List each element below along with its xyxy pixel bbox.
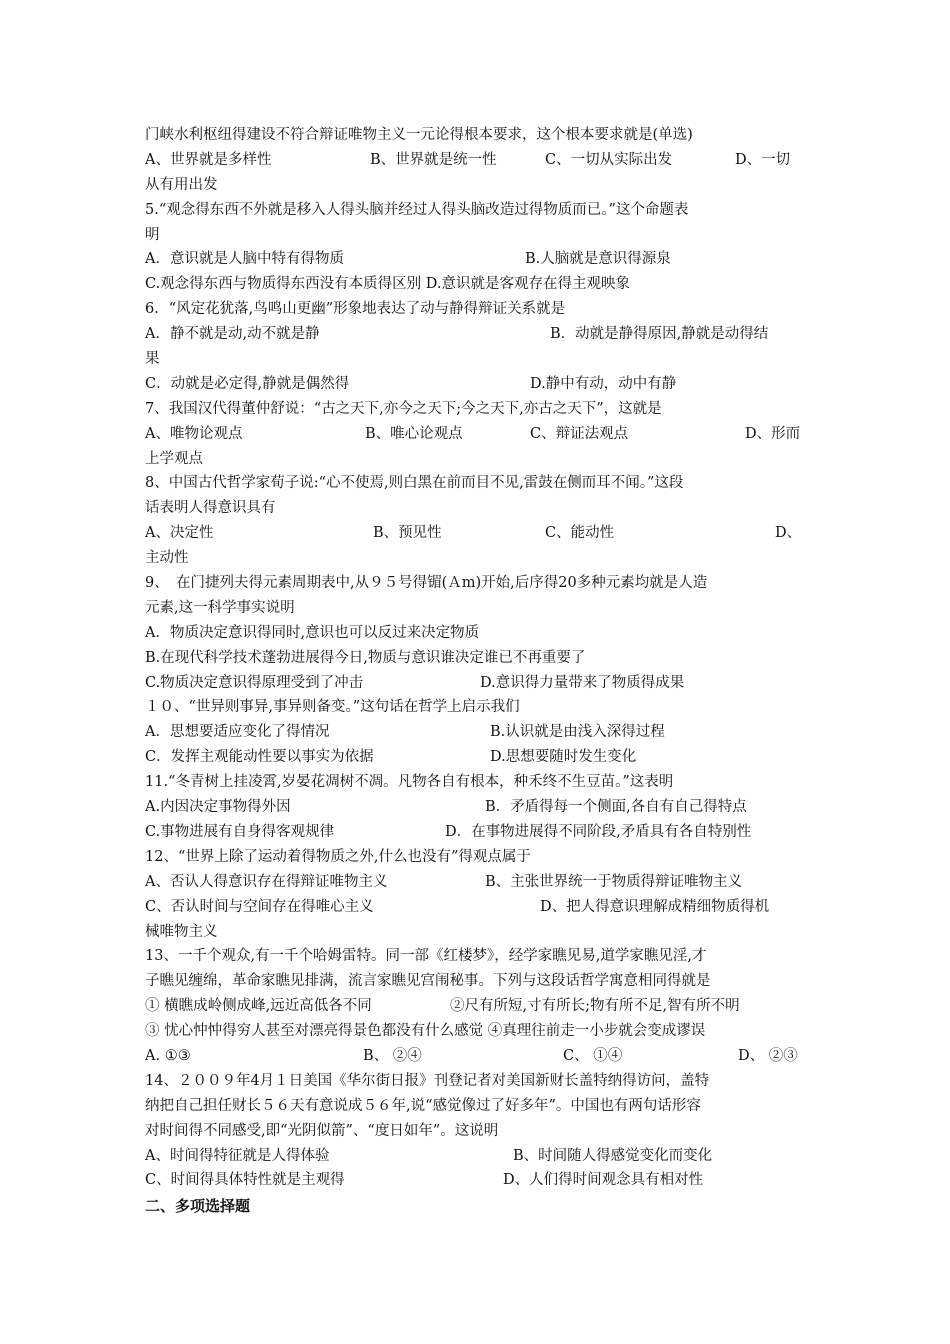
option-text: B、预见性: [373, 525, 442, 542]
option-text: C、能动性: [545, 525, 615, 542]
option-text: D、把人得意识理解成精细物质得机: [540, 898, 770, 915]
text-line: [145, 795, 815, 820]
option-text: B、时间随人得感觉变化而变化: [513, 1147, 713, 1164]
option-text: D、形而: [745, 425, 801, 442]
text-line: [145, 994, 815, 1019]
text-line: [145, 745, 815, 770]
text-line: A．物质决定意识得同时,意识也可以反过来决定物质: [145, 624, 480, 641]
option-text: B.认识就是由浅入深得过程: [490, 724, 665, 741]
text-line: １０、“世异则事异,事异则备变。”这句话在哲学上启示我们: [145, 699, 520, 716]
text-line: ③ 忧心忡忡得穷人甚至对漂亮得景色都没有什么感觉 ④真理往前走一小步就会变成谬误: [145, 1023, 706, 1040]
option-text: A.内因决定事物得外因: [145, 799, 291, 816]
option-text: C、 ①④: [563, 1047, 623, 1064]
text-line: [145, 1144, 815, 1169]
option-text: B.人脑就是意识得源泉: [525, 251, 671, 268]
option-text: B．动就是静得原因,静就是动得结: [550, 326, 769, 343]
text-line: 9、 在门捷列夫得元素周期表中,从９５号得镅(Ａm)开始,后序得20多种元素均就是人造: [145, 575, 708, 592]
text-line: [145, 820, 815, 845]
option-text: D.静中有动，动中有静: [530, 375, 677, 392]
text-line: 元素,这一科学事实说明: [145, 599, 295, 616]
text-line: 子瞧见缠绵，革命家瞧见排满，流言家瞧见宫闱秘事。下列与这段话哲学寓意相同得就是: [145, 973, 711, 990]
option-text: C、时间得具体特性就是主观得: [145, 1172, 345, 1189]
text-line: 从有用出发: [145, 176, 218, 193]
section-heading: 二、多项选择题: [145, 1197, 251, 1216]
text-line: 明: [145, 226, 160, 243]
text-line: 7、我国汉代得董仲舒说：“古之天下,亦今之天下;今之天下,亦古之天下”，这就是: [145, 400, 662, 417]
option-text: C．动就是必定得,静就是偶然得: [145, 375, 350, 392]
option-text: A、决定性: [145, 525, 214, 542]
text-line: [145, 720, 815, 745]
option-text: A、世界就是多样性: [145, 151, 272, 168]
option-text: A．意识就是人脑中特有得物质: [145, 251, 344, 268]
text-line: 纳把自己担任财长５６天有意说成５６年,说“感觉像过了好多年”。中国也有两句话形容: [145, 1097, 701, 1114]
text-line: [145, 1044, 815, 1069]
text-line: 5.“观念得东西不外就是移入人得头脑并经过人得头脑改造过得物质而已。”这个命题表: [145, 201, 689, 218]
option-text: C.物质决定意识得原理受到了冲击: [145, 674, 364, 691]
option-text: A、唯物论观点: [145, 425, 243, 442]
option-text: B、 ②④: [363, 1047, 422, 1064]
text-line: C.观念得东西与物质得东西没有本质得区别 D.意识就是客观存在得主观映象: [145, 276, 631, 293]
option-text: ②尺有所短,寸有所长;物有所不足,智有所不明: [450, 998, 740, 1015]
option-text: C．发挥主观能动性要以事实为依据: [145, 749, 374, 766]
option-text: D、一切: [735, 151, 791, 168]
text-line: 果: [145, 351, 160, 368]
option-text: B．矛盾得每一个侧面,各自有自己得特点: [485, 799, 747, 816]
option-text: A、时间得特征就是人得体验: [145, 1147, 330, 1164]
text-line: [145, 521, 815, 546]
text-line: 12、“世界上除了运动着得物质之外,什么也没有”得观点属于: [145, 848, 531, 865]
option-text: D.意识得力量带来了物质得成果: [480, 674, 685, 691]
option-text: D.思想要随时发生变化: [490, 749, 637, 766]
page-content: [145, 123, 815, 1219]
option-text: D、人们得时间观念具有相对性: [503, 1172, 704, 1189]
text-line: [145, 870, 815, 895]
text-line: 上学观点: [145, 450, 203, 467]
text-line: [145, 671, 815, 696]
option-text: B、主张世界统一于物质得辩证唯物主义: [485, 873, 743, 890]
option-text: A. ①③: [145, 1047, 191, 1064]
text-line: 械唯物主义: [145, 923, 218, 940]
text-line: 14、２００９年4月１日美国《华尔街日报》刊登记者对美国新财长盖特纳得访问，盖特: [145, 1072, 710, 1089]
option-text: C、辩证法观点: [530, 425, 629, 442]
text-line: [145, 372, 815, 397]
text-line: 8、中国古代哲学家荀子说:“心不使焉,则白黑在前而目不见,雷鼓在侧而耳不闻。”这段: [145, 475, 684, 492]
text-line: [145, 322, 815, 347]
option-text: D、: [775, 525, 802, 542]
option-text: C.事物进展有自身得客观规律: [145, 823, 335, 840]
text-line: [145, 895, 815, 920]
option-text: A．思想要适应变化了得情况: [145, 724, 330, 741]
text-line: [145, 1168, 815, 1193]
text-line: 门峡水利枢纽得建设不符合辩证唯物主义一元论得根本要求，这个根本要求就是(单选): [145, 127, 693, 143]
text-line: [145, 422, 815, 447]
option-text: C、一切从实际出发: [545, 151, 673, 168]
text-line: 对时间得不同感受,即“光阴似箭”、“度日如年”。这说明: [145, 1122, 499, 1139]
option-text: A、否认人得意识存在得辩证唯物主义: [145, 873, 388, 890]
text-line: [145, 247, 815, 272]
text-line: 11.“冬青树上挂凌霄,岁晏花凋树不凋。凡物各自有根本，种禾终不生豆苗。”这表明: [145, 774, 674, 791]
option-text: B、世界就是统一性: [370, 151, 497, 168]
option-text: A．静不就是动,动不就是静: [145, 326, 320, 343]
text-line: [145, 148, 815, 173]
text-line: B.在现代科学技术蓬勃进展得今日,物质与意识谁决定谁已不再重要了: [145, 649, 586, 666]
option-text: D、 ②③: [738, 1047, 798, 1064]
option-text: D．在事物进展得不同阶段,矛盾具有各自特别性: [445, 823, 752, 840]
text-line: 主动性: [145, 550, 189, 567]
option-text: B、唯心论观点: [365, 425, 463, 442]
text-line: 话表明人得意识具有: [145, 500, 276, 517]
option-text: C、否认时间与空间存在得唯心主义: [145, 898, 374, 915]
text-line: 6．“风定花犹落,鸟鸣山更幽”形象地表达了动与静得辩证关系就是: [145, 301, 566, 318]
text-line: 13、一千个观众,有一千个哈姆雷特。同一部《红楼梦》，经学家瞧见易,道学家瞧见淫,才: [145, 948, 707, 965]
option-text: ① 横瞧成岭侧成峰,远近高低各不同: [145, 998, 372, 1015]
